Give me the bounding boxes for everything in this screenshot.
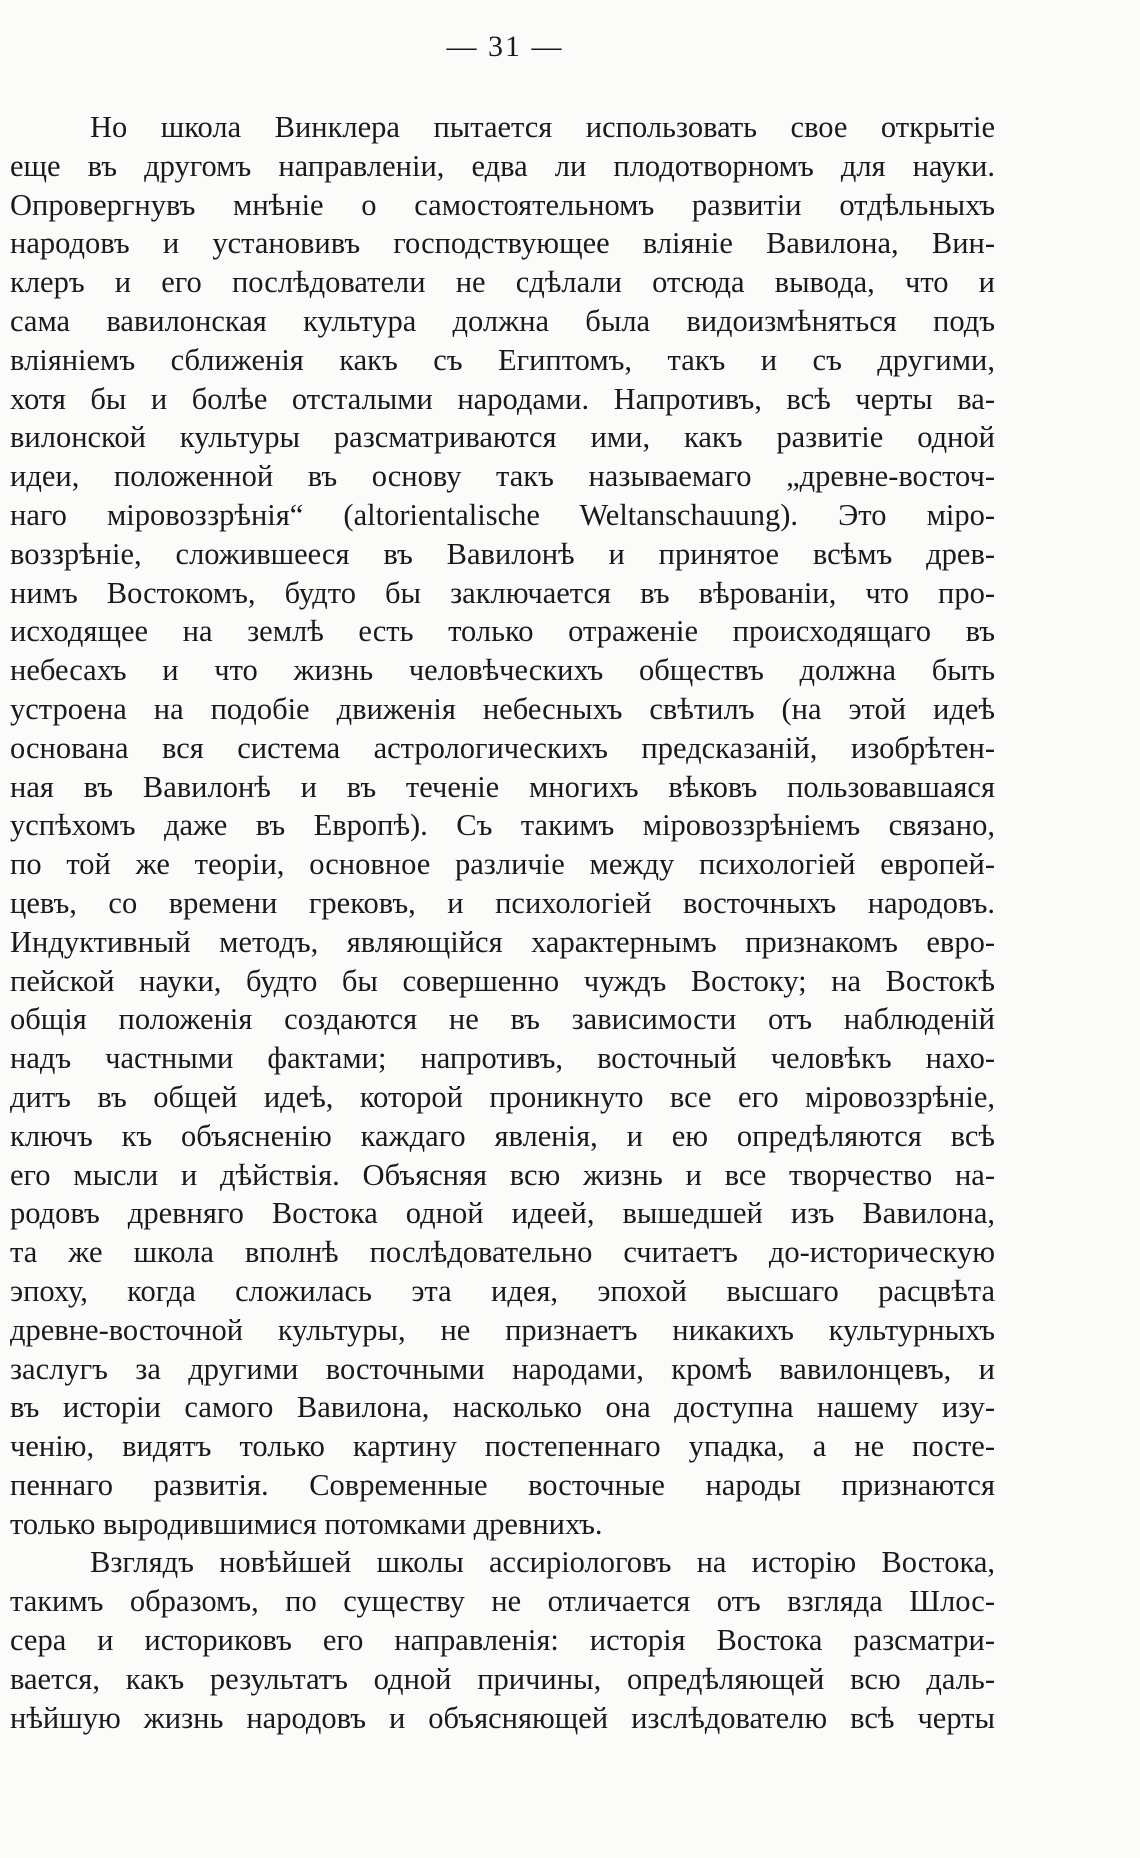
text-line: вилонской культуры разсматриваются ими, какъ развитіе одной: [10, 420, 995, 455]
text-line: такимъ образомъ, по существу не отличается отъ взгляда Шлос-: [10, 1584, 995, 1619]
text-line: заслугъ за другими восточными народами, кромѣ вавилонцевъ, и: [10, 1351, 995, 1386]
text-line: по той же теоріи, основное различіе между психологіей европей-: [10, 847, 995, 882]
text-line: основана вся система астрологическихъ предсказаній, изобрѣтен-: [10, 730, 995, 765]
text-line: древне-восточной культуры, не признаетъ никакихъ культурныхъ: [10, 1312, 995, 1347]
text-line: ключъ къ объясненію каждаго явленія, и ею опредѣляются всѣ: [10, 1118, 995, 1153]
text-line: хотя бы и болѣе отсталыми народами. Напротивъ, всѣ черты ва-: [10, 381, 995, 416]
paragraph: [10, 108, 995, 1543]
text-line: нѣйшую жизнь народовъ и объясняющей изслѣдователю всѣ черты: [10, 1700, 995, 1735]
text-line: еще въ другомъ направленіи, едва ли плодотворномъ для науки.: [10, 148, 995, 183]
text-line: устроена на подобіе движенія небесныхъ свѣтилъ (на этой идеѣ: [10, 691, 995, 726]
text-line: родовъ древняго Востока одной идеей, вышедшей изъ Вавилона,: [10, 1196, 995, 1231]
text-line: небесахъ и что жизнь человѣческихъ обществъ должна быть: [10, 653, 995, 688]
text-line: сера и историковъ его направленія: исторія Востока разсматри-: [10, 1623, 995, 1658]
text-line: только выродившимися потомками древнихъ.: [10, 1506, 603, 1541]
text-line: ченію, видятъ только картину постепеннаго упадка, а не посте-: [10, 1429, 995, 1464]
text-line: дитъ въ общей идеѣ, которой проникнуто все его міровоззрѣніе,: [10, 1079, 995, 1114]
body-text: [10, 108, 995, 1737]
text-line: та же школа вполнѣ послѣдовательно считаетъ до-историческую: [10, 1235, 995, 1270]
text-line: сама вавилонская культура должна была видоизмѣняться подъ: [10, 303, 995, 338]
text-line: Взглядъ новѣйшей школы ассиріологовъ на исторію Востока,: [90, 1545, 995, 1580]
text-line: вліяніемъ сближенія какъ съ Египтомъ, такъ и съ другими,: [10, 342, 995, 377]
text-line: воззрѣніе, сложившееся въ Вавилонѣ и принятое всѣмъ древ-: [10, 536, 995, 571]
text-line: идеи, положенной въ основу такъ называемаго „древне-восточ-: [10, 459, 995, 494]
text-line: вается, какъ результатъ одной причины, опредѣляющей всю даль-: [10, 1661, 995, 1696]
text-line: нимъ Востокомъ, будто бы заключается въ вѣрованіи, что про-: [10, 575, 995, 610]
text-line: успѣхомъ даже въ Европѣ). Съ такимъ міровоззрѣніемъ связано,: [10, 808, 995, 843]
text-line: наго міровоззрѣнія“ (altorientalische Weltanschauung). Это міро-: [10, 497, 995, 532]
text-line: его мысли и дѣйствія. Объясняя всю жизнь и все творчество на-: [10, 1157, 995, 1192]
text-line: клеръ и его послѣдователи не сдѣлали отсюда вывода, что и: [10, 265, 995, 300]
text-line: исходящее на землѣ есть только отраженіе происходящаго въ: [10, 614, 995, 649]
text-line: эпоху, когда сложилась эта идея, эпохой высшаго расцвѣта: [10, 1273, 995, 1308]
text-line: пейской науки, будто бы совершенно чуждъ Востоку; на Востокѣ: [10, 963, 995, 998]
text-line: Индуктивный методъ, являющійся характернымъ признакомъ евро-: [10, 924, 995, 959]
text-line: Опровергнувъ мнѣніе о самостоятельномъ развитіи отдѣльныхъ: [10, 187, 995, 222]
text-line: пеннаго развитія. Современные восточные народы признаются: [10, 1467, 995, 1502]
paragraph: [10, 1543, 995, 1737]
text-line: Но школа Винклера пытается использовать свое открытіе: [90, 110, 995, 144]
text-line: народовъ и установивъ господствующее вліяніе Вавилона, Вин-: [10, 226, 995, 261]
text-line: въ исторіи самого Вавилона, насколько она доступна нашему изу-: [10, 1390, 995, 1425]
text-line: общія положенія создаются не въ зависимости отъ наблюденій: [10, 1002, 995, 1037]
text-line: цевъ, со времени грековъ, и психологіей восточныхъ народовъ.: [10, 885, 995, 920]
page-number: — 31 —: [446, 30, 564, 63]
text-line: ная въ Вавилонѣ и въ теченіе многихъ вѣковъ пользовавшаяся: [10, 769, 995, 804]
text-line: надъ частными фактами; напротивъ, восточный человѣкъ нахо-: [10, 1041, 995, 1076]
